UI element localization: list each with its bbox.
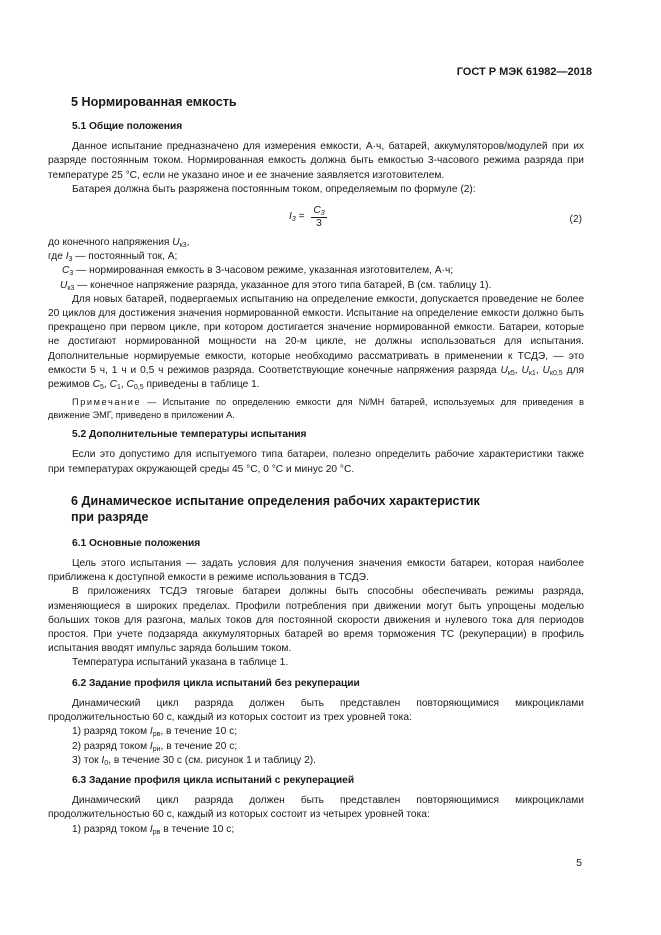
- list-item: 2) разряд током $I_{рн}$, в течение 20 с;: [72, 740, 238, 753]
- formula-legend: [48, 250, 584, 293]
- paragraph: Динамический цикл разряда должен быть представлен повторяющимися микроциклами продолжительностью 60 с, каждый из которых состоит из четырех уровней тока:: [48, 795, 584, 821]
- section-6-3-heading: 6.3 Задание профиля цикла испытаний с рекуперацией: [72, 774, 355, 786]
- paragraph: Данное испытание предназначено для измерения емкости, А·ч, батарей, аккумуляторов/модулей при их разряде постоянным током. Нормированная емкость должна быть емкостью 3-часового режима разряда при температуре 25 °С, если не указано иное и ее значение заявляется изготовителем.: [48, 141, 584, 181]
- list-item: 3) ток $I_0$, в течение 30 с (см. рисунок 1 и таблицу 2).: [72, 754, 316, 767]
- paragraph: Температура испытаний указана в таблице 1.: [72, 657, 289, 669]
- legend-row: где $I_3$ — постоянный ток, А;: [48, 251, 178, 264]
- paragraph: В приложениях ТСДЭ тяговые батареи должны быть способны обеспечивать режимы разряда, изменяющиеся в широких пределах. Профили потребления при движении могут быть упрощены моделью больших токов для разгона, малых токов для постоянной скорости движения и нулевого тока для периодов простоя. При учете подзаряда аккумуляторных батарей во время торможения ТС (рекуперации) в профиль испытания вводят импульс заряда большим током.: [48, 586, 584, 655]
- formula-lhs: $I_3$: [289, 211, 296, 224]
- formula-number: (2): [569, 214, 582, 226]
- section-6-2-heading: 6.2 Задание профиля цикла испытаний без рекуперации: [72, 677, 360, 689]
- list-item: 1) разряд током $I_{рв}$ в течение 10 с;: [72, 823, 235, 836]
- section-5-heading: 5 Нормированная емкость: [71, 95, 237, 109]
- page-content: [48, 88, 584, 837]
- formula-expression: $I_3$ = $\frac{C_3}{3}$: [289, 205, 325, 230]
- formula-fraction: [311, 205, 326, 230]
- section-5-1-heading: 5.1 Общие положения: [72, 121, 183, 132]
- paragraph: Динамический цикл разряда должен быть представлен повторяющимися микроциклами продолжительностью 60 с, каждый из которых состоит из трех уровней тока:: [48, 697, 584, 724]
- legend-row: $U_{к3}$ — конечное напряжение разряда, указанное для этого типа батарей, В (см. таблицу 1).: [60, 279, 492, 292]
- formula-continuation: до конечного напряжения $U_{к3}$,: [48, 237, 190, 250]
- section-6-heading: 6 Динамическое испытание определения рабочих характеристик при разряде: [71, 493, 480, 524]
- section-5-2-heading: 5.2 Дополнительные температуры испытания: [72, 429, 307, 441]
- note-label: Примечание: [72, 397, 142, 408]
- page-number: 5: [576, 857, 582, 869]
- section-6-1-heading: 6.1 Основные положения: [72, 537, 201, 549]
- paragraph: Батарея должна быть разряжена постоянным током, определяемым по формуле (2):: [72, 183, 476, 195]
- standard-header: ГОСТ Р МЭК 61982—2018: [456, 66, 592, 78]
- paragraph: Если это допустимо для испытуемого типа батареи, полезно определить рабочие характеристики также при температурах окружающей среды 45 °С, 0 °С и минус 20 °С.: [48, 449, 584, 475]
- fraction-numerator: $C_3$: [313, 205, 325, 218]
- paragraph: Цель этого испытания — задать условия для получения значения емкости батареи, которая наиболее приближена к доступной емкости в режиме использования в ТСДЭ.: [48, 558, 584, 584]
- formula-2: [48, 199, 584, 233]
- note: Примечание — Испытание по определению емкости для Ni/MH батарей, используемых для приведения в движение ЭМГ, приведено в приложении А.: [48, 397, 584, 421]
- fraction-denominator: 3: [316, 218, 322, 230]
- legend-row: $C_3$ — нормированная емкость в 3-часовом режиме, указанная изготовителем, А·ч;: [62, 265, 454, 278]
- list-item: 1) разряд током $I_{рв}$, в течение 10 с;: [72, 726, 238, 739]
- paragraph: Для новых батарей, подвергаемых испытанию на определение емкости, допускается проведение не более 20 циклов для достижения значения нормированной емкости. Испытание на определение емкости должно быть прекращено при первом цикле, при котором достигается значение нормированной емкости. Батареи, которые не достигают нормированной мощности на 20-м цикле, не должны использоваться для испытания. Дополнительные нормируемые емкости, которые необходимо рассматривать в применении к ТСДЭ, — это емкости 5 ч, 1 ч и 0,5 ч режимов разряда. Соответствующие конечные напряжения разряда $U_{к5}$, $U_{к1}$, $U_{к0,5}$ для режимов $C_5$, $C_1$, $C_{0,5}$ приведены в таблице 1.: [48, 293, 584, 392]
